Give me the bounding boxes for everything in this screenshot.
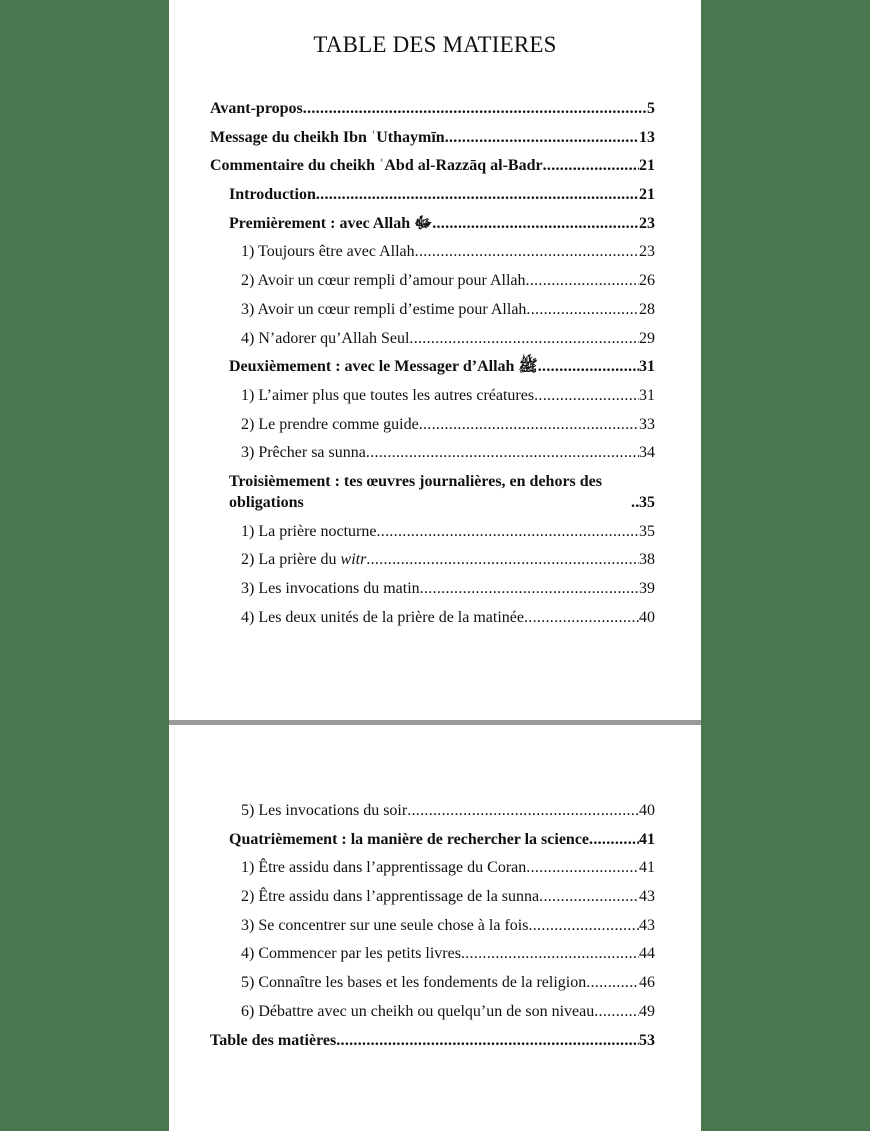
dot-leader: [366, 442, 639, 463]
toc-entry-label: [241, 607, 524, 628]
dot-leader: [432, 213, 639, 234]
toc-entry-label: [241, 578, 420, 599]
toc-entry-text: 1) L’aimer plus que toutes les autres créatures: [241, 386, 535, 404]
toc-entry-label: [210, 155, 543, 176]
toc-entry-text: 4) Les deux unités de la prière de la matinée: [241, 608, 524, 626]
toc-entry-page-number: 46: [639, 974, 655, 992]
dot-leader: [538, 356, 639, 377]
dot-leader: [409, 328, 639, 349]
toc-entry-text: Troisièmement : tes œuvres journalières, en dehors des obligations: [229, 472, 602, 511]
toc-entry-text: 1) La prière nocturne: [241, 522, 377, 540]
toc-entry[interactable]: [210, 886, 655, 907]
toc-entry-text: Introduction: [229, 186, 316, 204]
toc-entry-text: 2) Être assidu dans l’apprentissage de la sunna: [241, 888, 540, 906]
toc-entry-text: 3) Prêcher sa sunna: [241, 444, 366, 462]
toc-entry[interactable]: [210, 800, 655, 821]
toc-entry-label: [241, 857, 526, 878]
dot-leader: [594, 1001, 639, 1022]
toc-entry-text: Table des matières: [210, 1031, 337, 1049]
toc-entry-italic-text: witr: [340, 551, 367, 569]
toc-entry-text: 3) Avoir un cœur rempli d’estime pour Allah: [241, 300, 527, 318]
toc-entry[interactable]: [210, 829, 655, 850]
toc-entry-page-number: 21: [639, 186, 655, 204]
toc-entry[interactable]: [210, 471, 655, 513]
document-page-1: [169, 0, 701, 720]
toc-entry[interactable]: [210, 607, 655, 628]
toc-entry[interactable]: [210, 184, 655, 205]
document-page-2: [169, 725, 701, 1131]
dot-leader: [445, 127, 639, 148]
toc-entry-label: [241, 943, 461, 964]
dot-leader: [528, 915, 639, 936]
toc-entry[interactable]: [210, 270, 655, 291]
toc-entry-page-number: 43: [639, 916, 655, 934]
toc-entry[interactable]: [210, 213, 655, 234]
dot-leader: [534, 385, 639, 406]
toc-entry-label: [241, 915, 528, 936]
toc-entry-label: [241, 385, 534, 406]
toc-entry-page-number: 40: [639, 802, 655, 819]
toc-entry[interactable]: [210, 414, 655, 435]
toc-entry-page-number: 33: [639, 415, 655, 433]
toc-entry-page-number: 43: [639, 888, 655, 906]
dot-leader: [407, 800, 639, 821]
toc-entry[interactable]: [210, 155, 655, 176]
toc-entry[interactable]: [210, 328, 655, 349]
toc-entry-label: [229, 471, 631, 513]
toc-entry-label: [210, 98, 303, 119]
dot-leader: [526, 299, 639, 320]
dot-leader: [316, 184, 639, 205]
toc-entry-text: Quatrièmement : la manière de rechercher la science: [229, 830, 590, 848]
toc-entry-text: 3) Les invocations du matin: [241, 580, 420, 597]
toc-entry[interactable]: [210, 578, 655, 599]
toc-entry-page-number: 5: [647, 100, 655, 117]
toc-entry-page-number: 35: [639, 522, 655, 540]
toc-entry-text: Message du cheikh Ibn ʿUthaymīn: [210, 128, 445, 146]
toc-entry-page-number: 29: [639, 329, 655, 347]
toc-entry[interactable]: [210, 356, 655, 377]
dot-leader: [415, 241, 639, 262]
toc-entry-text: 5) Les invocations du soir: [241, 802, 408, 819]
toc-entry[interactable]: [210, 1030, 655, 1051]
toc-entry-text: Commentaire du cheikh ʿAbd al-Razzāq al-Badr: [210, 157, 543, 175]
toc-entry-label: [210, 1030, 336, 1051]
dot-leader: [303, 98, 647, 119]
page-title: TABLE DES MATIERES: [313, 32, 557, 57]
table-of-contents-continued: [210, 800, 655, 1058]
toc-entry-label: [210, 127, 445, 148]
dot-leader: [419, 414, 639, 435]
toc-entry[interactable]: [210, 442, 655, 463]
toc-entry-label: [241, 414, 419, 435]
dot-leader: [539, 886, 639, 907]
toc-entry-text: Deuxièmement : avec le Messager d’Allah ﷺ: [229, 358, 538, 376]
toc-entry[interactable]: [210, 127, 655, 148]
toc-entry[interactable]: [210, 98, 655, 119]
toc-entry-page-number: 39: [639, 580, 655, 597]
toc-entry[interactable]: [210, 521, 655, 542]
dot-leader: [376, 521, 639, 542]
table-of-contents: [210, 98, 655, 635]
toc-entry-page-number: 23: [639, 243, 655, 261]
toc-entry-text: 6) Débattre avec un cheikh ou quelqu’un de son niveau: [241, 1002, 595, 1020]
toc-entry-text: 4) N’adorer qu’Allah Seul: [241, 329, 410, 347]
toc-entry-label: [241, 521, 376, 542]
toc-entry-page-number: 23: [639, 214, 655, 232]
toc-entry-text: 5) Connaître les bases et les fondements de la religion: [241, 974, 587, 992]
toc-entry-label: [229, 184, 316, 205]
toc-entry-text: Avant-propos: [210, 100, 303, 117]
dot-leader: [631, 492, 639, 513]
toc-entry-label: [241, 1001, 594, 1022]
toc-entry-text: 3) Se concentrer sur une seule chose à la fois: [241, 916, 529, 934]
toc-entry-label: [229, 356, 538, 377]
toc-entry-page-number: 41: [639, 830, 655, 848]
toc-entry-text: 1) Toujours être avec Allah: [241, 243, 415, 261]
toc-entry-label: [229, 829, 589, 850]
toc-entry-page-number: 41: [639, 859, 655, 877]
toc-entry-page-number: 21: [639, 157, 655, 175]
toc-entry-text: 1) Être assidu dans l’apprentissage du Coran: [241, 859, 527, 877]
toc-entry[interactable]: [210, 857, 655, 878]
dot-leader: [461, 943, 639, 964]
toc-entry-page-number: 31: [639, 358, 655, 376]
toc-entry-text: 2) La prière du: [241, 551, 341, 569]
toc-entry-label: [241, 800, 407, 821]
toc-entry-page-number: 26: [639, 272, 655, 290]
dot-leader: [543, 155, 639, 176]
toc-entry-label: [241, 886, 539, 907]
toc-entry[interactable]: [210, 972, 655, 993]
dot-leader: [526, 857, 639, 878]
toc-entry-text: 2) Avoir un cœur rempli d’amour pour Allah: [241, 272, 526, 290]
toc-entry-page-number: 44: [639, 945, 655, 963]
toc-entry-label: [241, 299, 526, 320]
toc-entry[interactable]: [210, 1001, 655, 1022]
dot-leader: [586, 972, 639, 993]
toc-entry-page-number: 13: [639, 128, 655, 146]
toc-entry-label: [241, 270, 526, 291]
toc-entry[interactable]: [210, 549, 655, 570]
dot-leader: [366, 549, 639, 570]
toc-entry[interactable]: [210, 299, 655, 320]
toc-entry-text: 2) Le prendre comme guide: [241, 415, 419, 433]
toc-entry-page-number: 38: [639, 551, 655, 569]
dot-leader: [336, 1030, 639, 1051]
toc-entry[interactable]: [210, 915, 655, 936]
toc-entry-page-number: 34: [639, 444, 655, 462]
dot-leader: [526, 270, 639, 291]
toc-entry-page-number: 28: [639, 300, 655, 318]
toc-entry-page-number: 49: [639, 1002, 655, 1020]
toc-entry[interactable]: [210, 943, 655, 964]
dot-leader: [589, 829, 639, 850]
toc-entry-page-number: 40: [639, 608, 655, 626]
toc-entry-page-number: 31: [639, 386, 655, 404]
toc-entry-page-number: 53: [639, 1031, 655, 1049]
toc-entry-text: 4) Commencer par les petits livres: [241, 945, 461, 963]
toc-entry-label: [241, 241, 415, 262]
toc-entry-label: [241, 328, 409, 349]
toc-entry[interactable]: [210, 241, 655, 262]
dot-leader: [524, 607, 639, 628]
toc-entry[interactable]: [210, 385, 655, 406]
toc-entry-label: [229, 213, 432, 234]
toc-entry-text: Premièrement : avec Allah ﷻ: [229, 214, 433, 232]
toc-entry-page-number: 35: [639, 493, 655, 511]
toc-entry-label: [241, 549, 366, 570]
dot-leader: [420, 578, 639, 599]
toc-entry-label: [241, 972, 586, 993]
toc-entry-label: [241, 442, 366, 463]
